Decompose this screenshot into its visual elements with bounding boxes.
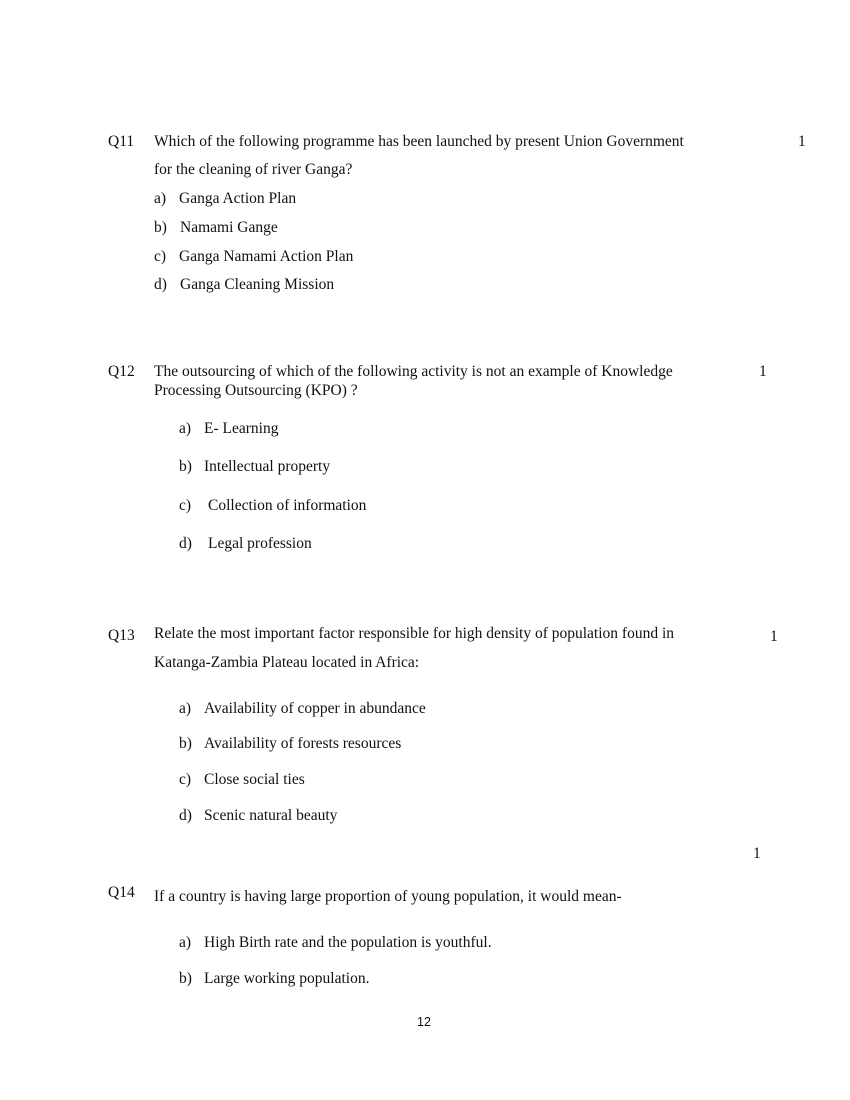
question-text-line: If a country is having large proportion of young population, it would mean- bbox=[154, 888, 622, 905]
option-label: c) bbox=[154, 248, 167, 265]
option-label: a) bbox=[154, 190, 167, 207]
question-number: Q13 bbox=[108, 627, 135, 644]
option-label: b) bbox=[179, 735, 192, 752]
option-text: Availability of forests resources bbox=[204, 735, 402, 752]
option-text: Scenic natural beauty bbox=[204, 807, 338, 824]
option-label: c) bbox=[179, 497, 192, 514]
option-text: High Birth rate and the population is youthful. bbox=[204, 934, 492, 951]
option-text: E- Learning bbox=[204, 420, 279, 437]
question-marks: 1 bbox=[798, 133, 806, 150]
option-text: Close social ties bbox=[204, 771, 305, 788]
option-label: a) bbox=[179, 420, 192, 437]
option-text: Collection of information bbox=[208, 497, 367, 514]
question-marks: 1 bbox=[770, 628, 778, 645]
option-text: Ganga Action Plan bbox=[179, 190, 297, 207]
question-number: Q12 bbox=[108, 363, 135, 380]
question-text-line: Which of the following programme has been launched by present Union Government bbox=[154, 133, 684, 150]
question-text-line: Relate the most important factor responsible for high density of population found in bbox=[154, 625, 675, 642]
question-text-line: Katanga-Zambia Plateau located in Africa: bbox=[154, 654, 420, 671]
option-label: d) bbox=[179, 807, 192, 824]
question-marks: 1 bbox=[753, 845, 761, 862]
option-text: Large working population. bbox=[204, 970, 370, 987]
option-label: c) bbox=[179, 771, 192, 788]
option-label: b) bbox=[179, 970, 192, 987]
option-text: Ganga Namami Action Plan bbox=[179, 248, 354, 265]
option-text: Intellectual property bbox=[204, 458, 331, 475]
question-text-line: The outsourcing of which of the following activity is not an example of Knowledge bbox=[154, 363, 673, 380]
option-label: d) bbox=[179, 535, 192, 552]
option-label: b) bbox=[179, 458, 192, 475]
question-number: Q14 bbox=[108, 884, 135, 901]
question-marks: 1 bbox=[759, 363, 767, 380]
question-number: Q11 bbox=[108, 133, 135, 150]
option-text: Legal profession bbox=[208, 535, 312, 552]
question-text-line: for the cleaning of river Ganga? bbox=[154, 161, 353, 178]
option-label: a) bbox=[179, 700, 192, 717]
option-text: Namami Gange bbox=[180, 219, 278, 236]
question-text-line: Processing Outsourcing (KPO) ? bbox=[154, 382, 358, 399]
option-label: b) bbox=[154, 219, 167, 236]
option-label: a) bbox=[179, 934, 192, 951]
option-text: Availability of copper in abundance bbox=[204, 700, 426, 717]
option-text: Ganga Cleaning Mission bbox=[180, 276, 335, 293]
page-number: 12 bbox=[417, 1015, 431, 1029]
option-label: d) bbox=[154, 276, 167, 293]
